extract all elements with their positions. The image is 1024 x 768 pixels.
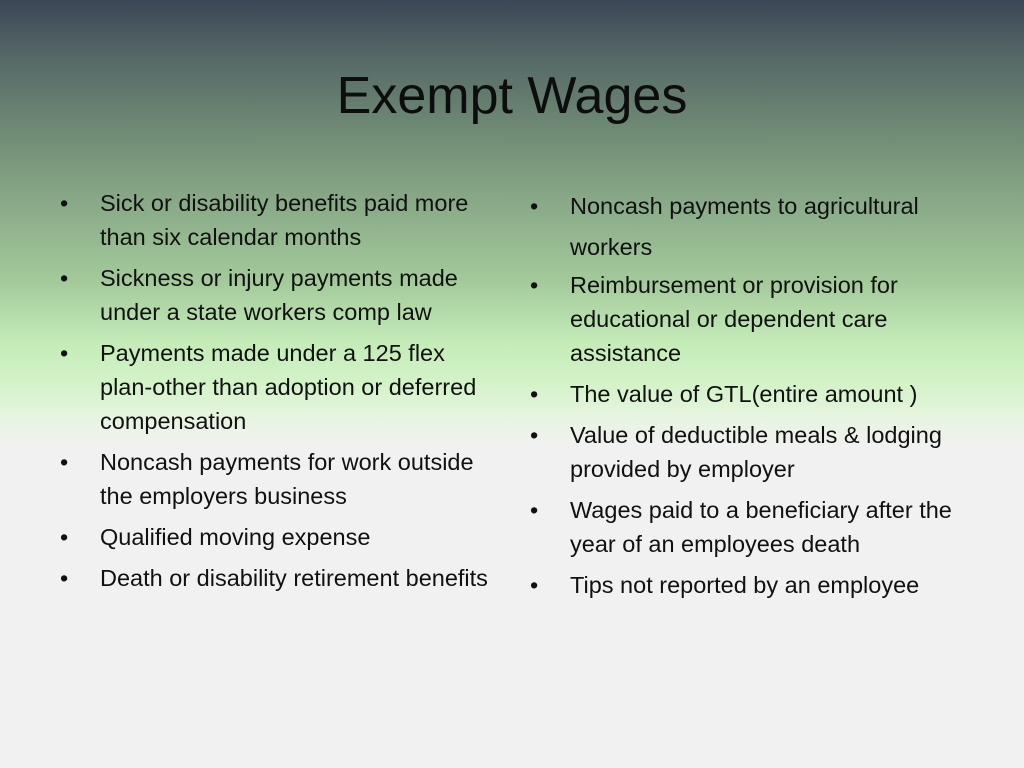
list-item bbox=[530, 493, 1000, 561]
bullet-icon: • bbox=[530, 381, 539, 407]
list-item bbox=[530, 377, 1000, 411]
bullet-icon: • bbox=[530, 422, 539, 448]
list-item-text: The value of GTL(entire amount ) bbox=[570, 381, 918, 407]
list-item-text: Tips not reported by an employee bbox=[570, 572, 920, 598]
list-item bbox=[530, 268, 1000, 370]
bullet-icon: • bbox=[60, 265, 69, 291]
list-item bbox=[530, 418, 1000, 486]
list-item-text: Wages paid to a beneficiary after the year of an employees death bbox=[570, 497, 952, 557]
list-item-text: Sickness or injury payments made under a state workers comp law bbox=[100, 265, 458, 325]
bullet-icon: • bbox=[530, 572, 539, 598]
list-item-text: Payments made under a 125 flex plan-other than adoption or deferred compensation bbox=[100, 340, 477, 434]
list-item-text: Qualified moving expense bbox=[100, 524, 371, 550]
list-item-text: Noncash payments for work outside the employers business bbox=[100, 449, 474, 509]
list-item bbox=[530, 186, 1000, 268]
list-item-text: Value of deductible meals & lodging provided by employer bbox=[570, 422, 942, 482]
list-item bbox=[60, 520, 500, 554]
list-item bbox=[60, 261, 500, 329]
left-bullet-list bbox=[60, 186, 500, 602]
bullet-icon: • bbox=[530, 193, 539, 219]
list-item bbox=[530, 568, 1000, 602]
list-item-text: Death or disability retirement benefits bbox=[100, 565, 488, 591]
list-item bbox=[60, 445, 500, 513]
list-item bbox=[60, 561, 500, 595]
list-item-text: Noncash payments to agricultural workers bbox=[570, 193, 919, 260]
list-item bbox=[60, 336, 500, 438]
bullet-icon: • bbox=[60, 340, 69, 366]
right-bullet-list bbox=[530, 186, 1000, 609]
bullet-icon: • bbox=[60, 190, 69, 216]
slide-title: Exempt Wages bbox=[336, 67, 688, 125]
list-item bbox=[60, 186, 500, 254]
bullet-icon: • bbox=[530, 272, 539, 298]
list-item-text: Reimbursement or provision for educational or dependent care assistance bbox=[570, 272, 898, 366]
list-item-text: Sick or disability benefits paid more than six calendar months bbox=[100, 190, 469, 250]
bullet-icon: • bbox=[530, 497, 539, 523]
bullet-icon: • bbox=[60, 449, 69, 475]
bullet-icon: • bbox=[60, 565, 69, 591]
bullet-icon: • bbox=[60, 524, 69, 550]
